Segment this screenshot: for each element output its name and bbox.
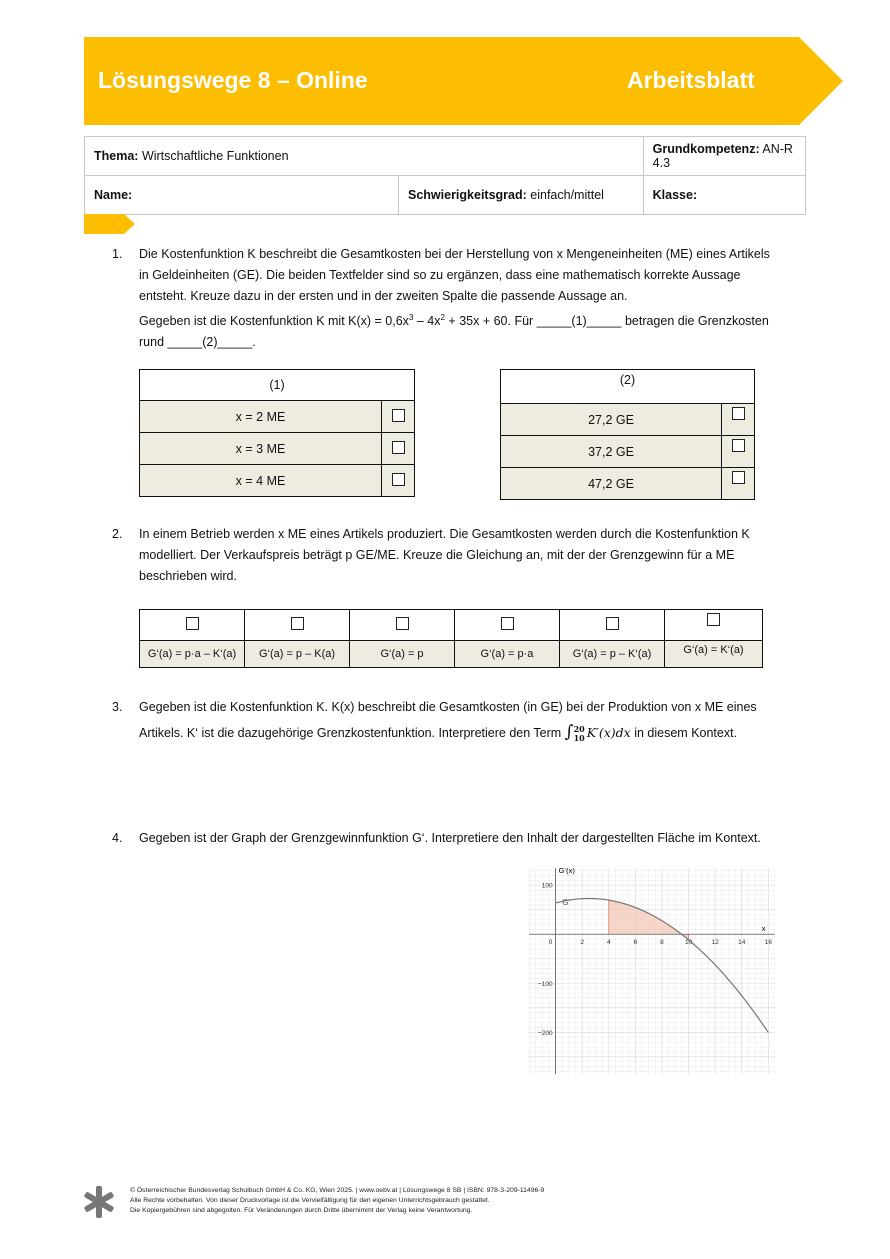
task-2-line: modelliert. Der Verkaufspreis beträgt p GE/ME. Kreuze die Gleichung an, mit der der Grenzgewinn für a ME [139,548,735,562]
integrand: K′(x)dx [586,725,631,740]
checkbox[interactable] [392,441,405,454]
x-tick-label: 8 [660,939,664,947]
grundkompetenz-cell [643,137,805,176]
checkbox[interactable] [501,617,514,630]
checkbox-cell[interactable] [140,610,245,641]
task-4-line: Gegeben ist der Graph der Grenzgewinnfunktion G‘. Interpretiere den Inhalt der dargestellten Fläche im Kontext. [139,831,761,845]
checkbox-cell[interactable] [665,610,763,641]
checkbox-cell[interactable] [722,468,755,500]
thema-label: Thema: [94,149,139,163]
checkbox-cell[interactable] [722,436,755,468]
task-1-line: Die Kostenfunktion K beschreibt die Gesamtkosten bei der Herstellung von x Mengeneinheiten (ME) eines Artikels [139,247,770,261]
option-label: G‘(a) = p – K‘(a) [560,641,665,668]
info-table [84,136,806,215]
task-1-line: in Geldeinheiten (GE). Die beiden Textfelder sind so zu ergänzen, dass eine mathematisch korrekte Aussage [139,268,741,282]
task-3-line: Gegeben ist die Kostenfunktion K. K(x) beschreibt die Gesamtkosten (in GE) bei der Produktion von x ME eines [139,700,757,714]
checkbox[interactable] [732,407,745,420]
x-axis-label: x [761,924,766,934]
y-tick-label: −100 [537,980,553,988]
schwierigkeit-label: Schwierigkeitsgrad: [408,188,527,202]
formula-part: + 35x + 60. Für _____(1)_____ betragen die Grenzkosten [444,314,769,329]
task-2-text [139,524,799,587]
checkbox[interactable] [707,613,720,626]
checkbox-cell[interactable] [455,610,560,641]
banner-title: Lösungswege 8 – Online [98,67,368,93]
grundkompetenz-label: Grundkompetenz: [652,142,760,156]
task-2-table [139,609,763,668]
grundkompetenz-value: AN-R 4.3 [652,142,793,170]
integral-upper-limit: 20 [573,723,585,734]
option-label: G‘(a) = K‘(a) [665,641,763,668]
option-label: 27,2 GE [501,404,722,436]
task-1-formula-line [139,307,799,332]
task-4-text [139,828,799,849]
publisher-logo-icon [84,1186,114,1218]
task-3-text [139,697,799,744]
small-arrow-shape [84,214,136,234]
option-label: G‘(a) = p·a [455,641,560,668]
task-1-table-2 [500,369,755,500]
task-2-number: 2. [112,527,123,541]
x-tick-label: 16 [764,939,772,947]
checkbox-cell[interactable] [245,610,350,641]
checkbox[interactable] [392,473,405,486]
task-4-number: 4. [112,831,123,845]
footer-rights: Alle Rechte vorbehalten. Von dieser Druckvorlage ist die Vervielfältigung für den eigenen Unterrichtsgebrauch gestattet. [130,1197,490,1204]
task-1-number: 1. [112,247,123,261]
option-label: 47,2 GE [501,468,722,500]
checkbox[interactable] [291,617,304,630]
integral-term: ∫20 10 K′(x)dx [564,722,631,743]
checkbox[interactable] [392,409,405,422]
name-label: Name: [94,188,133,202]
header-banner [84,37,844,125]
y-axis-label: G‘(x) [558,868,575,875]
checkbox[interactable] [732,439,745,452]
option-label: G‘(a) = p [350,641,455,668]
footer-disclaimer: Die Kopiergebühren sind abgegolten. Für Veränderungen durch Dritte übernimmt der Verlag keine Verantwortung. [130,1207,473,1214]
checkbox-cell[interactable] [382,401,415,433]
task-3-integral-line [139,722,799,744]
task-1-table-1 [139,369,415,497]
klasse-label: Klasse: [652,188,698,202]
checkbox[interactable] [732,471,745,484]
x-tick-label: 12 [711,939,719,947]
x-tick-label: 2 [580,939,585,947]
task-3-line: Artikels. K‘ ist die dazugehörige Grenzkostenfunktion. Interpretiere den Term [139,726,562,740]
x-tick-label: 10 [684,939,693,947]
name-cell [85,176,399,215]
option-label: x = 3 ME [140,433,382,465]
formula-part: Gegeben ist die Kostenfunktion K mit K(x) = 0,6x [139,314,409,329]
y-tick-label: −200 [537,1029,553,1037]
checkbox-cell[interactable] [382,433,415,465]
option-label: G‘(a) = p·a – K‘(a) [140,641,245,668]
table-header: (2) [501,370,755,404]
task-1-line: rund _____(2)_____. [139,335,256,350]
x-tick-label: 6 [633,939,638,947]
footer [130,1186,544,1216]
schwierigkeit-value: einfach/mittel [530,188,604,202]
task-2-line: beschrieben wird. [139,569,237,583]
checkbox[interactable] [606,617,619,630]
exponent: 2 [440,313,445,322]
task-3-line: in diesem Kontext. [634,726,738,740]
checkbox-cell[interactable] [350,610,455,641]
checkbox-cell[interactable] [560,610,665,641]
exponent: 3 [408,313,414,322]
task-1-text [139,244,799,353]
task-1-line: entsteht. Kreuze dazu in der ersten und in der zweiten Spalte die passende Aussage an. [139,289,628,303]
checkbox-cell[interactable] [382,465,415,497]
checkbox[interactable] [396,617,409,630]
series-label: G‘ [562,897,571,907]
option-label: G‘(a) = p – K(a) [245,641,350,668]
checkbox-cell[interactable] [722,404,755,436]
thema-cell [85,137,644,176]
grenzgewinn-chart [529,868,775,1074]
table-header: (1) [140,370,415,401]
task-2-line: In einem Betrieb werden x ME eines Artikels produziert. Die Gesamtkosten werden durch die Kostenfunktion K [139,527,750,541]
footer-copyright: © Österreichischer Bundesverlag Schulbuch GmbH & Co. KG, Wien 2025. | www.oebv.at | Lösungswege 8 SB | ISBN: 978-3-209-11496-9 [130,1187,545,1194]
x-tick-label: 14 [738,939,746,947]
banner-doc-type: Arbeitsblatt [627,67,755,93]
option-label: x = 4 ME [140,465,382,497]
x-tick-label: 0 [548,939,553,947]
thema-value: Wirtschaftliche Funktionen [141,149,289,163]
klasse-cell [643,176,805,215]
option-label: 37,2 GE [501,436,722,468]
option-label: x = 2 ME [140,401,382,433]
y-tick-label: 100 [541,882,553,890]
integral-lower-limit: 10 [573,732,585,743]
formula-part: – 4x [413,314,441,329]
x-tick-label: 4 [606,939,611,947]
schwierigkeit-cell [399,176,644,215]
checkbox[interactable] [186,617,199,630]
task-3-number: 3. [112,700,123,714]
